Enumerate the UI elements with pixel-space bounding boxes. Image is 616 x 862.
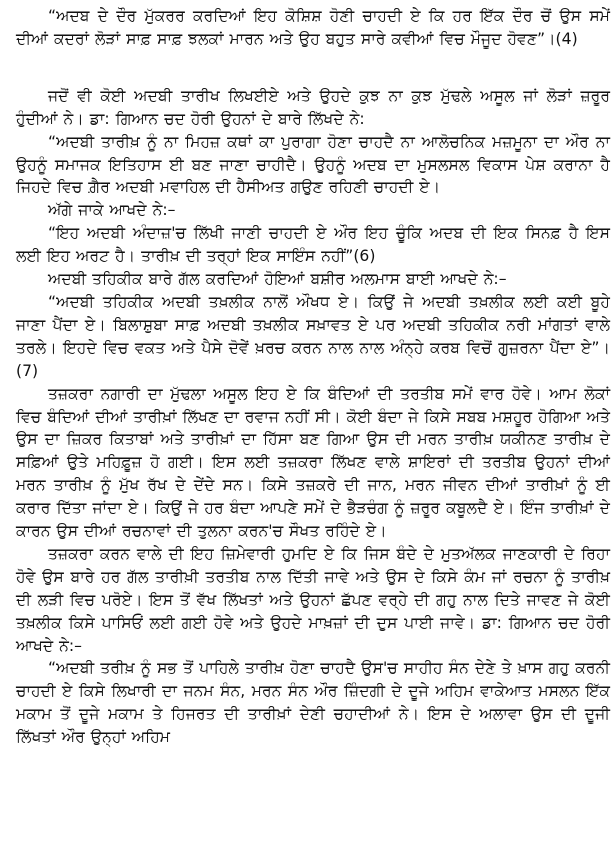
body-paragraph: ਤਜ਼ਕਰਾ ਕਰਨ ਵਾਲੇ ਦੀ ਇਹ ਜ਼ਿਮੇਵਾਰੀ ਹੁਮਦਿ ਏ ਕਿ ਜਿਸ ਬੰਦੇ ਦੇ ਮੁਤਅੱਲਕ ਜਾਣਕਾਰੀ ਦੇ ਰਿਹਾ ਹੋਵੇ ਉਸ ਬਾਰੇ ਹਰ ਗੱਲ ਤਾਰੀਖ਼ੀ ਤਰਤੀਬ ਨਾਲ ਦਿੱਤੀ ਜਾਵੇ ਅਤੇ ਉਸ ਦੇ ਕਿਸੇ ਕੰਮ ਜਾਂ ਰਚਨਾ ਨੂੰ ਤਾਰੀਖ਼ ਦੀ ਲੜੀ ਵਿਚ ਪਰੋਏ। ਇਸ ਤੋਂ ਵੱਖ ਲਿੱਖਤਾਂ ਅਤੇ ਉਹਨਾਂ ਛੱਪਣ ਵਰ੍ਹੇ ਦੀ ਗਹੁ ਨਾਲ ਦਿਤੇ ਜਾਵਣ ਜੇ ਕੋਈ ਤਖ਼ਲੀਕ ਕਿਸੇ ਪਾਸਿਓਂ ਲਈ ਗਈ ਹੋਵੇ ਅਤੇ ਉਹਦੇ ਮਾਖ਼ਜ਼ਾਂ ਦੀ ਦੁਸ ਪਾਈ ਜਾਵੇ। ਡਾ: ਗਿਆਨ ਚਦ ਹੋਰੀ ਆਖਦੇ ਨੇ:– bbox=[16, 544, 610, 655]
body-paragraph: ਤਜ਼ਕਰਾ ਨਗਾਰੀ ਦਾ ਮੁੱਢਲਾ ਅਸੂਲ ਇਹ ਏ ਕਿ ਬੰਦਿਆਂ ਦੀ ਤਰਤੀਬ ਸਮੇਂ ਵਾਰ ਹੋਵੇ। ਆਮ ਲੋਕਾਂ ਵਿਚ ਬੰਦਿਆਂ ਦੀਆਂ ਤਾਰੀਖ਼ਾਂ ਲਿੱਖਣ ਦਾ ਰਵਾਜ ਨਹੀਂ ਸੀ। ਕੋਈ ਬੰਦਾ ਜੇ ਕਿਸੇ ਸਬਬ ਮਸ਼ਹੂਰ ਹੋਗਿਆ ਅਤੇ ਉਸ ਦਾ ਜ਼ਿਕਰ ਕਿਤਾਬਾਂ ਅਤੇ ਤਾਰੀਖ਼ਾਂ ਦਾ ਹਿੱਸਾ ਬਣ ਗਿਆ ਉਸ ਦੀ ਮਰਨ ਤਾਰੀਖ਼ ਯਕੀਨਣ ਤਾਰੀਖ਼ ਦੇ ਸਫ਼ਿਆਂ ਉਤੇ ਮਹਿਫ਼ੂਜ਼ ਹੋ ਗਈ। ਇਸ ਲਈ ਤਜ਼ਕਰਾ ਲਿੱਖਣ ਵਾਲੇ ਸ਼ਾਇਰਾਂ ਦੀ ਤਰਤੀਬ ਉਹਨਾਂ ਦੀਆਂ ਮਰਨ ਤਾਰੀਖ਼ ਨੂੰ ਮੁੱਖ ਰੱਖ ਦੇ ਦੇਂਦੇ ਸਨ। ਕਿਸੇ ਤਜ਼ਕਰੇ ਦੀ ਜਾਨ, ਮਰਨ ਜੀਵਨ ਦੀਆਂ ਤਾਰੀਖ਼ਾਂ ਨੂੰ ਈ ਕਰਾਰ ਦਿੱਤਾ ਜਾਂਦਾ ਏ। ਕਿਉਂ ਜੇ ਹਰ ਬੰਦਾ ਆਪਣੇ ਸਮੇਂ ਦੇ ਭੈੜਚੰਗ ਨੂੰ ਜ਼ਰੂਰ ਕਬੂਲਦੈ ਏ। ਇੰਜ ਤਾਰੀਖ਼ਾਂ ਦੇ ਕਾਰਨ ਉਸ ਦੀਆਂ ਰਚਨਾਵਾਂ ਦੀ ਤੁਲਨਾ ਕਰਨ'ਚ ਸੌਖਤ ਰਹਿੰਦੇ ਏ। bbox=[16, 384, 610, 541]
quote-paragraph: “ਅਦਬੀ ਤਹਿਕੀਕ ਅਦਬੀ ਤਖ਼ਲੀਕ ਨਾਲੋਂ ਔਖਧ ਏ। ਕਿਉਂ ਜੇ ਅਦਬੀ ਤਖ਼ਲੀਕ ਲਈ ਕਈ ਬੂਹੇ ਜਾਣਾ ਪੈਂਦਾ ਏ। ਬਿਲਾਸ਼ੁਬਾ ਸਾਫ਼ ਅਦਬੀ ਤਖ਼ਲੀਕ ਸਖ਼ਾਵਤ ਏ ਪਰ ਅਦਬੀ ਤਹਿਕੀਕ ਨਰੀ ਮਾਂਗਤਾਂ ਵਾਲੇ ਤਰਲੇ। ਇਹਦੇ ਵਿਚ ਵਕਤ ਅਤੇ ਪੈਸੇ ਦੋਵੇਂ ਖ਼ਰਚ ਕਰਨ ਨਾਲ ਨਾਲ ਅੰਨ੍ਹੇ ਕਰਬ ਵਿਚੋਂ ਗੁਜ਼ਰਨਾ ਪੈਂਦਾ ਏ”।(7) bbox=[16, 292, 610, 380]
body-paragraph: ਅੱਗੇ ਜਾਕੇ ਆਖਦੇ ਨੇ:– bbox=[48, 201, 176, 220]
quote-paragraph: “ਅਦਬ ਦੇ ਦੌਰ ਮੁੱਕਰਰ ਕਰਦਿਆਂ ਇਹ ਕੋਸ਼ਿਸ਼ ਹੋਣੀ ਚਾਹਦੀ ਏ ਕਿ ਹਰ ਇੱਕ ਦੌਰ ਚੋਂ ਉਸ ਸਮੇਂ ਦੀਆਂ ਕਦਰਾਂ ਲੋੜਾਂ ਸਾਫ਼ ਸਾਫ਼ ਝਲਕਾਂ ਮਾਰਨ ਅਤੇ ਉਹ ਬਹੁਤ ਸਾਰੇ ਕਵੀਆਂ ਵਿਚ ਮੌਜੂਦ ਹੋਵਣ”।(4) bbox=[16, 7, 610, 48]
body-paragraph: ਜਦੋਂ ਵੀ ਕੋਈ ਅਦਬੀ ਤਾਰੀਖ ਲਿਖਈਏ ਅਤੇ ਉਹਦੇ ਕੁਝ ਨਾ ਕੁਝ ਮੁੱਢਲੇ ਅਸੂਲ ਜਾਂ ਲੋੜਾਂ ਜ਼ਰੂਰ ਹੁੰਦੀਆਂ ਨੇ। ਡਾ: ਗਿਆਨ ਚਦ ਹੋਰੀ ਉਹਨਾਂ ਦੇ ਬਾਰੇ ਲਿੱਖਦੇ ਨੇ: bbox=[16, 86, 610, 128]
quote-paragraph: “ਅਦਬੀ ਤਰੀਖ਼ ਨੂੰ ਸਭ ਤੋਂ ਪਾਹਿਲੇ ਤਾਰੀਖ਼ ਹੋਣਾ ਚਾਹਦੈ ਉਸ'ਚ ਸਾਹੀਹ ਸੰਨ ਦੇਣੇ ਤੇ ਖ਼ਾਸ ਗਹੁ ਕਰਨੀ ਚਾਹਦੀ ਏ ਕਿਸੇ ਲਿਖਾਰੀ ਦਾ ਜਨਮ ਸੰਨ, ਮਰਨ ਸੰਨ ਔਰ ਜ਼ਿੰਦਗੀ ਦੇ ਦੂਜੇ ਅਹਿਮ ਵਾਕੇਆਤ ਮਸਲਨ ਇੱਕ ਮਕਾਮ ਤੋਂ ਦੂਜੇ ਮਕਾਮ ਤੇ ਹਿਜਰਤ ਦੀ ਤਾਰੀਖ਼ਾਂ ਦੇਣੀ ਚਹਾਦੀਆਂ ਨੇ। ਇਸ ਦੇ ਅਲਾਵਾ ਉਸ ਦੀ ਦੂਜੀ ਲਿੱਖਤਾਂ ਔਰ ਉਨ੍ਹਾਂ ਅਹਿਮ bbox=[16, 659, 610, 747]
quote-paragraph: “ਇਹ ਅਦਬੀ ਅੰਦਾਜ਼'ਚ ਲਿੱਖੀ ਜਾਣੀ ਚਾਹਦੀ ਏ ਔਰ ਇਹ ਚੂੰਕਿ ਅਦਬ ਦੀ ਇਕ ਸਿਨਫ਼ ਹੈ ਇਸ ਲਈ ਇਹ ਅਰਟ ਹੈ। ਤਾਰੀਖ਼ ਦੀ ਤਰ੍ਹਾਂ ਇਕ ਸਾਇੰਸ ਨਹੀਂ”(6) bbox=[16, 224, 610, 266]
body-paragraph: ਅਦਬੀ ਤਹਿਕੀਕ ਬਾਰੇ ਗੱਲ ਕਰਦਿਆਂ ਹੋਇਆਂ ਬਸ਼ੀਰ ਅਲਮਾਸ ਬਾਈ ਆਖਦੇ ਨੇ:– bbox=[48, 270, 507, 289]
paragraph-spacer bbox=[16, 51, 610, 85]
quote-paragraph: “ਅਦਬੀ ਤਾਰੀਖ਼ ਨੂੰ ਨਾ ਮਿਹਜ਼ ਕਥਾਂ ਕਾ ਪੁਰਾਗਾ ਹੋਣਾ ਚਾਹਦੈ ਨਾ ਆਲੋਚਨਿਕ ਮਜ਼ਮੂਨਾ ਦਾ ਔਰ ਨਾ ਉਹਨੂੰ ਸਮਾਜਕ ਇਤਿਹਾਸ ਈ ਬਣ ਜਾਣਾ ਚਾਹੀਦੈ। ਉਹਨੂੰ ਅਦਬ ਦਾ ਮੁਸਲਸਲ ਵਿਕਾਸ ਪੇਸ਼ ਕਰਾਨਾ ਹੈ ਜਿਹਦੇ ਵਿਚ ਗ਼ੈਰ ਅਦਬੀ ਮਵਾਹਿਲ ਦੀ ਹੈਸੀਅਤ ਗਉਣ ਰਹਿਣੀ ਚਾਹਦੀ ਏ। bbox=[16, 132, 610, 197]
